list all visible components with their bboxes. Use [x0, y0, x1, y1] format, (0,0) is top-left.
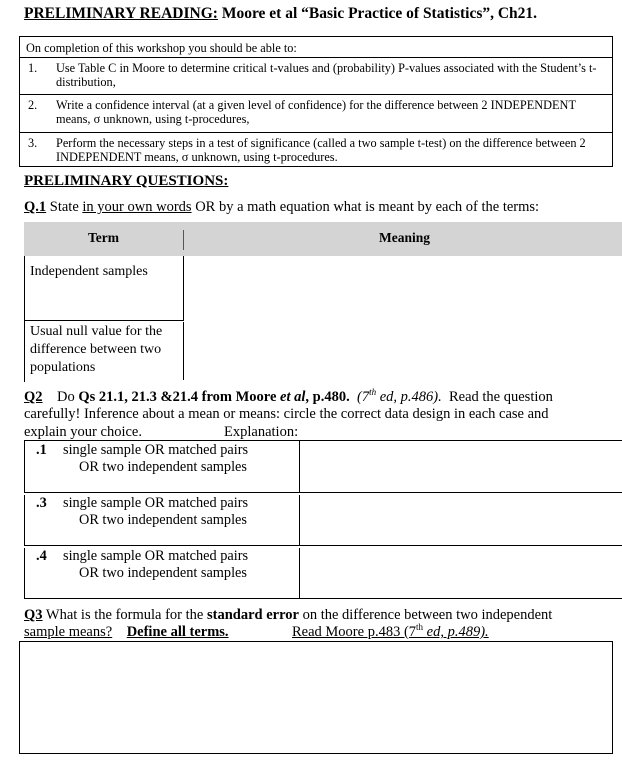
q2-et-al: et al — [280, 389, 306, 405]
q3-read-sup: th — [416, 622, 424, 633]
objectives-box — [19, 36, 613, 167]
q2-text-a: Do — [57, 389, 75, 405]
q2-prompt-line2: carefully! Inference about a mean or means: circle the correct data design in each case and — [24, 406, 549, 422]
term-table-header — [24, 222, 622, 256]
q1-prompt — [24, 199, 539, 216]
row-divider — [183, 322, 184, 380]
design-row — [24, 440, 299, 492]
row-divider — [299, 548, 300, 598]
q2-prompt-line3: explain your choice. — [24, 424, 142, 440]
q2-edition-sup: th — [369, 387, 377, 398]
divider — [20, 132, 612, 133]
q2-questions: Qs 21.1, 21.3 &21.4 from Moore — [78, 389, 277, 405]
row-separator — [24, 598, 622, 599]
objective-text: Perform the necessary steps in a test of significance (called a two sample t-test) on the difference between 2 INDEPENDENT means, σ unknown, using t-procedures. — [56, 136, 586, 164]
design-row-number: .4 — [36, 548, 47, 564]
design-options-line2[interactable]: OR two independent samples — [79, 459, 247, 475]
meaning-cell[interactable] — [190, 263, 610, 313]
q1-label: Q.1 — [24, 199, 47, 215]
design-row-number: .3 — [36, 495, 47, 511]
term-table — [24, 222, 622, 382]
q1-text-a: State — [49, 199, 79, 215]
design-options-line1[interactable]: single sample OR matched pairs — [63, 442, 249, 458]
prelim-questions-heading: PRELIMINARY QUESTIONS: — [24, 173, 229, 189]
meaning-cell[interactable] — [190, 323, 610, 377]
q3-define-terms: Define all terms. — [126, 624, 229, 640]
row-divider — [299, 495, 300, 545]
objective-text: Use Table C in Moore to determine critical t-values and (probability) P-values associated with the Student’s t-distribution, — [56, 61, 597, 89]
q3-line2-a: sample means? — [24, 624, 113, 640]
page-title — [24, 5, 537, 23]
term-cell: Usual null value for the difference between two populations — [30, 324, 163, 375]
q3-label: Q3 — [24, 607, 43, 623]
q3-text-b: on the difference between two independent — [302, 607, 553, 623]
objectives-intro: On completion of this workshop you should be able to: — [26, 41, 297, 55]
q3-prompt-line2 — [24, 624, 229, 641]
design-row-number: .1 — [36, 442, 47, 458]
explanation-label: Explanation: — [224, 424, 299, 440]
design-options-line2[interactable]: OR two independent samples — [79, 512, 247, 528]
objective-text: Write a confidence interval (at a given level of confidence) for the difference between 2 INDEPENDENT means, σ unknown, using t-procedures, — [56, 98, 576, 126]
objective-number: 2. — [28, 98, 38, 112]
q2-page: , p.480. — [305, 389, 350, 405]
q3-text-a: What is the formula for the — [45, 607, 204, 623]
header-divider — [183, 230, 184, 250]
q3-reference — [292, 624, 489, 641]
q1-text-emph: in your own words — [82, 199, 192, 215]
design-row — [24, 493, 299, 545]
design-options-line1[interactable]: single sample OR matched pairs — [63, 548, 249, 564]
term-header: Term — [88, 230, 119, 245]
design-options-line2[interactable]: OR two independent samples — [79, 565, 247, 581]
row-divider — [183, 256, 184, 320]
table-left-border — [24, 256, 25, 382]
reading-label: PRELIMINARY READING: — [24, 5, 218, 22]
q2-label: Q2 — [24, 389, 43, 405]
q2-edition-b: ed, p.486). — [379, 389, 442, 405]
q2-edition-a: (7 — [356, 389, 370, 405]
row-divider — [299, 440, 300, 492]
q3-read-a: Read Moore p.483 (7 — [292, 624, 417, 640]
q3-prompt-line1 — [24, 607, 552, 624]
meaning-header: Meaning — [379, 230, 431, 245]
objective-number: 3. — [28, 136, 38, 150]
design-row — [24, 546, 299, 598]
divider — [20, 94, 612, 95]
design-table — [24, 440, 622, 600]
q3-standard-error: standard error — [206, 607, 299, 623]
objective-number: 1. — [28, 61, 38, 75]
q3-answer-box[interactable] — [19, 641, 613, 754]
divider — [20, 57, 612, 58]
q3-read-b: ed, p.489). — [426, 624, 489, 640]
term-cell: Independent samples — [30, 264, 148, 279]
q2-text-rest: Read the question — [448, 389, 553, 405]
design-options-line1[interactable]: single sample OR matched pairs — [63, 495, 249, 511]
q1-text-b: OR by a math equation what is meant by each of the terms: — [195, 199, 540, 215]
q2-prompt-line1 — [24, 389, 553, 406]
reading-text: Moore et al “Basic Practice of Statistics”, Ch21. — [221, 5, 538, 22]
row-separator — [24, 320, 184, 321]
